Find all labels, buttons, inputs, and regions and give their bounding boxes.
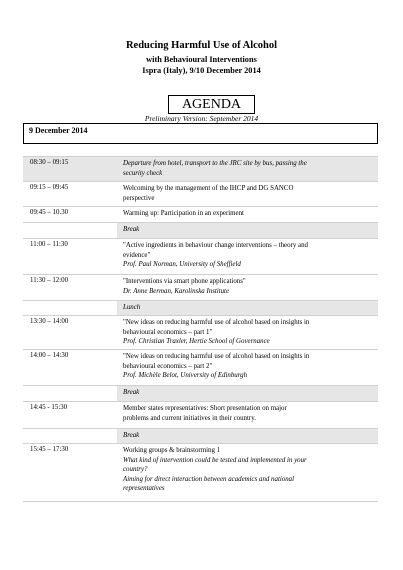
time-cell: 13:30 – 14:00 (30, 318, 69, 325)
session-cell (117, 182, 378, 206)
agenda-row (23, 350, 378, 386)
session-text: perspective (123, 194, 155, 202)
agenda-row (23, 157, 378, 182)
session-text: "New ideas on reducing harmful use of alcohol based on insights in (123, 319, 310, 326)
session-text: problems and current initiatives in their country. (123, 414, 256, 422)
session-cell (117, 350, 378, 385)
agenda-row (23, 182, 378, 207)
session-text: Welcoming by the management of the IHCP and DG SANCO (123, 185, 294, 192)
session-text: Break (123, 389, 140, 396)
agenda-row (23, 207, 378, 223)
session-text: evidence" (123, 251, 151, 259)
session-text: Working groups & brainstorming 1 (123, 447, 221, 454)
speaker-text: Prof. Michèle Belot, University of Edinburgh (123, 372, 248, 379)
break-label (117, 429, 378, 443)
session-cell (117, 157, 378, 181)
session-text: Aiming for direct interaction between academics and national (123, 475, 295, 483)
version-note: Preliminary Version: September 2014 (144, 114, 259, 123)
time-cell: 09:15 – 09:45 (30, 184, 69, 191)
agenda-row (23, 444, 378, 502)
time-cell: 14:45 - 15:30 (30, 404, 68, 411)
agenda-row (23, 402, 378, 429)
session-cell (117, 402, 378, 428)
speaker-text: Dr. Anne Berman, Karolinska Institute (123, 287, 230, 295)
session-cell (117, 316, 378, 349)
time-cell (23, 301, 117, 315)
time-cell: 11:00 – 11:30 (30, 241, 68, 248)
break-row (23, 429, 378, 444)
session-cell (117, 207, 378, 222)
session-text: behavioural economics – part 2" (123, 362, 213, 370)
session-text: Warming up: Participation in an experiment (123, 210, 244, 217)
session-text: Break (123, 226, 140, 233)
break-label (117, 223, 378, 238)
session-text: Departure from hotel, transport to the JRC site by bus, passing the (123, 160, 307, 167)
speaker-text: Prof. Christian Traxler, Hertie School of Governance (123, 338, 270, 345)
session-text: security check (123, 169, 163, 177)
session-text: Member states representatives: Short presentation on major (123, 405, 287, 412)
break-label (117, 386, 378, 401)
time-cell (23, 429, 117, 443)
speaker-text: Prof. Paul Norman, University of Sheffield (123, 261, 241, 268)
document-title: Reducing Harmful Use of Alcohol (125, 40, 278, 51)
session-cell (117, 239, 378, 274)
time-cell (23, 223, 117, 238)
session-text: "New ideas on reducing harmful use of alcohol based on insights in (123, 353, 310, 360)
session-cell (117, 444, 378, 501)
day-heading: 9 December 2014 (23, 123, 378, 144)
time-cell: 15:45 – 17:30 (30, 446, 69, 453)
event-location-date: Ispra (Italy), 9/10 December 2014 (142, 66, 261, 75)
agenda-table (23, 156, 378, 502)
session-text: representatives (123, 485, 165, 492)
session-text: "Interventions via smart phone applications" (123, 278, 246, 285)
break-row (23, 386, 378, 402)
session-text: Lunch (123, 304, 141, 311)
time-cell: 09:45 – 10.30 (30, 209, 69, 216)
time-cell (23, 386, 117, 401)
session-text: country? (123, 466, 148, 473)
lunch-label (117, 301, 378, 315)
session-text: What kind of intervention could be tested and implemented in your (123, 456, 307, 464)
session-cell (117, 275, 378, 300)
break-row (23, 223, 378, 239)
time-cell: 08:30 – 09:15 (23, 157, 117, 181)
agenda-row (23, 316, 378, 350)
session-text: behavioural economics – part 1" (123, 328, 213, 336)
session-text: "Active ingredients in behaviour change interventions – theory and (123, 242, 308, 249)
agenda-row (23, 239, 378, 275)
session-text: Break (123, 432, 140, 439)
agenda-heading: AGENDA (168, 95, 255, 114)
break-row (23, 301, 378, 316)
agenda-row (23, 275, 378, 301)
time-cell: 14:00 – 14:30 (30, 352, 69, 359)
document-subtitle: with Behavioural Interventions (146, 55, 257, 64)
time-cell: 11:30 – 12:00 (30, 277, 69, 284)
